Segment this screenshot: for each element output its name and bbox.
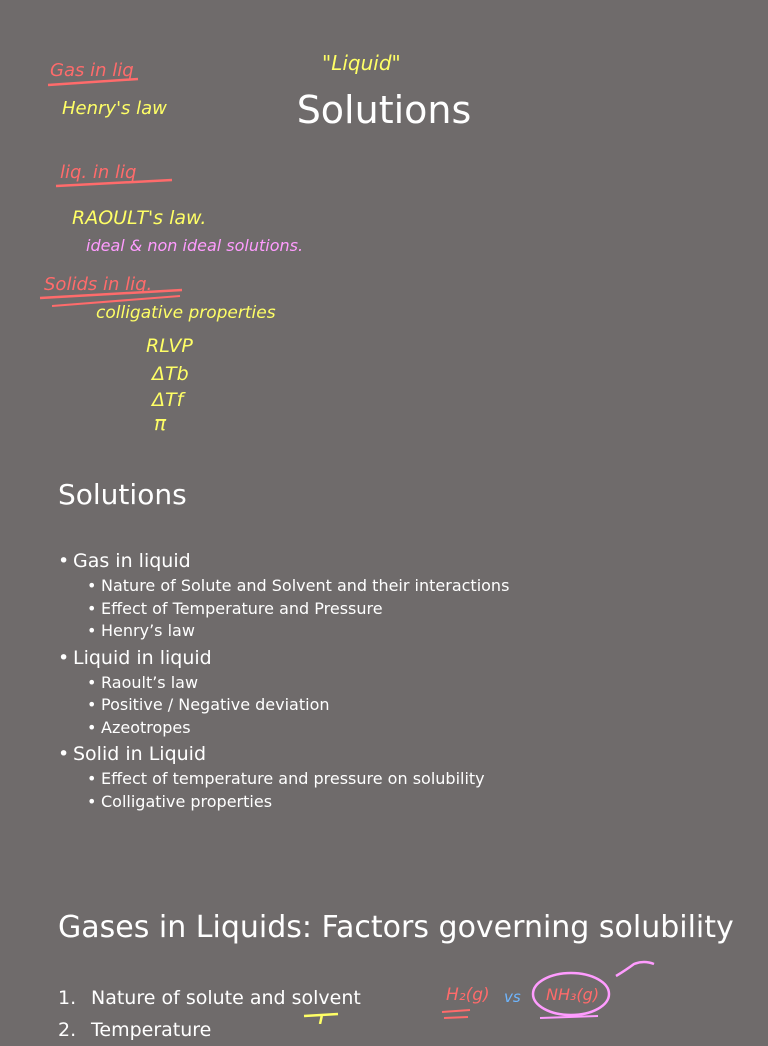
annotation-quote-liquid: "Liquid"	[322, 51, 401, 75]
outline-item: • Colligative properties	[73, 791, 509, 814]
outline-item: • Effect of temperature and pressure on solubility	[73, 768, 509, 791]
factor-number: 2.	[58, 1019, 77, 1041]
underline-nh3-gas	[540, 1016, 598, 1018]
section-label: Liquid in liquid	[73, 646, 212, 669]
outline-section	[58, 741, 509, 813]
annotation-vs: vs	[504, 988, 521, 1006]
annotation-ideal-non-ideal: ideal & non ideal solutions.	[86, 236, 304, 255]
outline-item: • Henry’s law	[73, 620, 509, 643]
outline-item: • Raoult’s law	[73, 672, 509, 695]
annotation-gas-in-liq: Gas in liq	[50, 60, 134, 81]
outline-section	[58, 645, 509, 740]
slide-gases-in-liquids	[0, 860, 768, 1041]
factor-text: Temperature	[91, 1019, 212, 1041]
slide-solutions-outline	[0, 460, 768, 860]
section-label: Solid in Liquid	[73, 743, 207, 765]
slide-title: Solutions	[58, 478, 187, 511]
slide-title: Solutions	[296, 88, 472, 132]
factor-number: 1.	[58, 987, 77, 1009]
underline-h2-gas	[442, 1010, 470, 1018]
outline-item: • Azeotropes	[73, 717, 509, 740]
annotation-liq-in-liq: liq. in liq	[60, 162, 137, 183]
outline-item: • Effect of Temperature and Pressure	[73, 598, 509, 621]
outline-section	[58, 548, 509, 643]
annotation-raoults-law: RAOULT's law.	[72, 207, 207, 229]
section-label: Gas in liquid	[73, 550, 191, 572]
annotation-solids-in-liq: Solids in liq.	[44, 274, 153, 295]
handwritten-annotations	[0, 860, 768, 1024]
handwritten-annotations	[0, 0, 768, 460]
annotation-colligative: colligative properties	[96, 303, 276, 323]
checkmark-icon	[616, 962, 654, 976]
annotation-nh3-gas: NH₃(g)	[546, 985, 600, 1004]
annotation-delta-tf: ΔTf	[152, 389, 184, 411]
annotation-pi: π	[154, 411, 167, 435]
outline-list	[58, 548, 509, 815]
factor-text: Nature of solute and solvent	[91, 987, 361, 1009]
annotation-t-mark	[304, 1014, 338, 1024]
outline-item: • Nature of Solute and Solvent and their interactions	[73, 575, 509, 598]
slide-title: Gases in Liquids: Factors governing solubility	[58, 910, 734, 945]
slide-solutions-title	[0, 0, 768, 460]
annotation-h2-gas: H₂(g)	[446, 985, 490, 1005]
annotation-rlvp: RLVP	[146, 335, 193, 357]
annotation-delta-tb: ΔTb	[152, 363, 189, 385]
outline-item: • Positive / Negative deviation	[73, 694, 509, 717]
annotation-henrys-law: Henry's law	[62, 98, 167, 119]
